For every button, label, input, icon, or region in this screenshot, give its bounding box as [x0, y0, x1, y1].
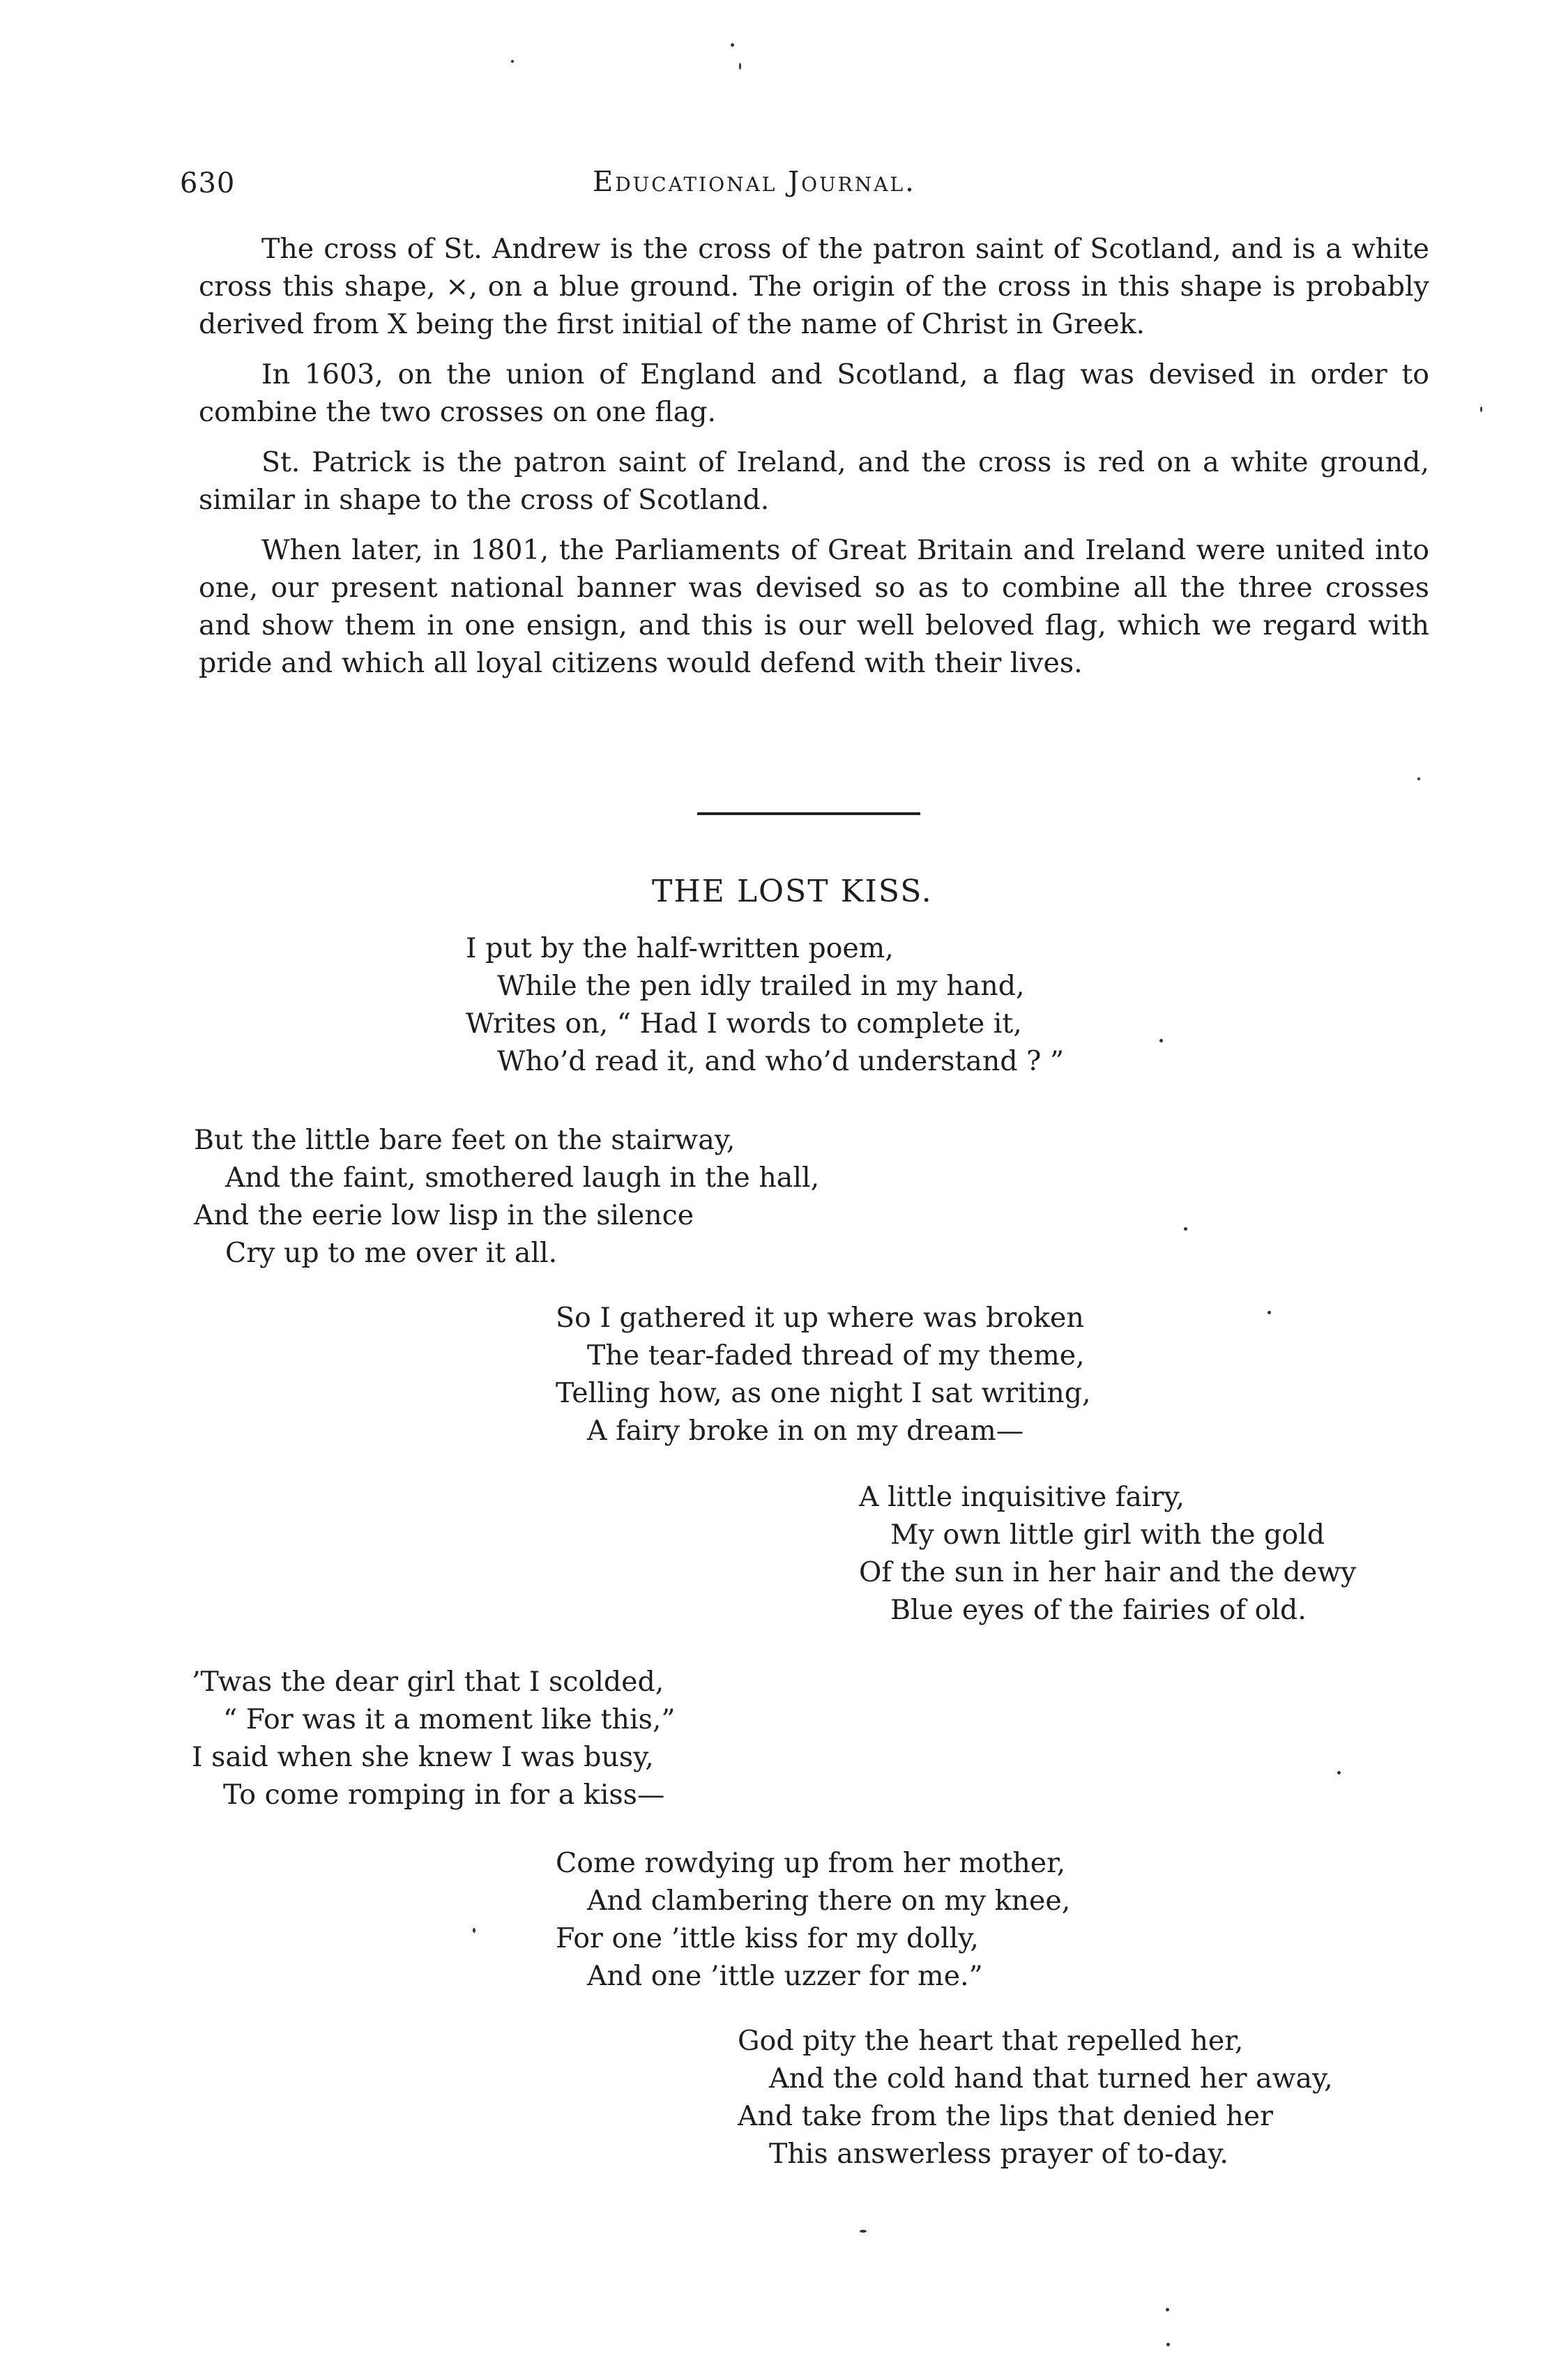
paragraph: When later, in 1801, the Parliaments of Great Britain and Ireland were united into one, our present national banner was devised so as to combine all the three crosses and show them in one ensign, and this is our well beloved flag, which we regard with pride and which all loyal citizens would defend with their lives. [199, 534, 1429, 679]
scan-speck [731, 43, 734, 47]
scan-speck [511, 60, 514, 63]
poem-line: “ For was it a moment like this,” [223, 1703, 676, 1735]
poem-line: God pity the heart that repelled her, [738, 2025, 1244, 2057]
scan-speck [1184, 1227, 1187, 1231]
poem-line: I said when she knew I was busy, [192, 1741, 654, 1773]
poem-line: Cry up to me over it all. [225, 1237, 558, 1269]
scan-speck [1159, 1039, 1163, 1042]
poem-line: Blue eyes of the fairies of old. [890, 1594, 1307, 1626]
page-number: 630 [180, 167, 236, 199]
poem-line: And the eerie low lisp in the silence [194, 1199, 694, 1231]
poem-line: A fairy broke in on my dream— [587, 1415, 1024, 1447]
poem-title: THE LOST KISS. [652, 874, 933, 909]
poem-stanza [192, 1663, 676, 1814]
scan-speck [1417, 777, 1420, 780]
scan-speck [1337, 1771, 1341, 1775]
scan-speck [860, 2230, 867, 2233]
poem-line: For one ’ittle kiss for my dolly, [556, 1922, 979, 1954]
poem-line: So I gathered it up where was broken [556, 1302, 1084, 1334]
running-head: Educational Journal. [593, 166, 916, 198]
poem-line: ’Twas the dear girl that I scolded, [192, 1666, 664, 1698]
paragraph: The cross of St. Andrew is the cross of the patron saint of Scotland, and is a white cross this shape, ×, on a blue ground. The origin of the cross in this shape is probably derived from X being the first initial of the name of Christ in Greek. [199, 233, 1429, 340]
poem-line: A little inquisitive fairy, [859, 1481, 1185, 1513]
poem-line: And clambering there on my knee, [587, 1885, 1071, 1917]
poem-stanza [556, 1844, 1070, 1995]
poem-line: My own little girl with the gold [890, 1519, 1325, 1551]
section-divider [697, 812, 920, 815]
poem-line: Telling how, as one night I sat writing, [556, 1377, 1091, 1409]
article-body [199, 230, 1429, 694]
poem-line: This answerless prayer of to-day. [769, 2138, 1228, 2170]
paragraph: In 1603, on the union of England and Scotland, a flag was devised in order to combine the two crosses on one flag. [199, 358, 1429, 428]
poem-stanza [859, 1478, 1356, 1629]
poem-stanza [738, 2022, 1333, 2173]
scan-speck [473, 1928, 475, 1933]
scan-speck [1480, 407, 1482, 412]
poem-line: And one ’ittle uzzer for me.” [587, 1960, 983, 1992]
poem-line: The tear-faded thread of my theme, [587, 1339, 1085, 1372]
poem-line: To come romping in for a kiss— [223, 1779, 665, 1811]
scan-speck [1166, 2308, 1169, 2311]
scan-speck [1166, 2343, 1170, 2346]
poem-line: And take from the lips that denied her [738, 2100, 1273, 2132]
poem-line: Writes on, “ Had I words to complete it, [466, 1008, 1022, 1040]
poem-stanza [194, 1121, 819, 1272]
scan-speck [1268, 1311, 1271, 1314]
poem-stanza [466, 929, 1064, 1080]
poem-stanza [556, 1299, 1091, 1450]
poem-line: And the cold hand that turned her away, [769, 2062, 1333, 2095]
poem-line: I put by the half-written poem, [466, 932, 894, 964]
poem-line: But the little bare feet on the stairway, [194, 1124, 736, 1156]
poem-line: While the pen idly trailed in my hand, [497, 970, 1025, 1002]
poem-line: And the faint, smothered laugh in the hall, [225, 1162, 820, 1194]
poem-line: Come rowdying up from her mother, [556, 1847, 1066, 1879]
poem-line: Of the sun in her hair and the dewy [859, 1556, 1357, 1588]
scan-speck [739, 63, 741, 70]
paragraph: St. Patrick is the patron saint of Ireland, and the cross is red on a white ground, similar in shape to the cross of Scotland. [199, 446, 1429, 516]
poem-line: Who’d read it, and who’d understand ? ” [497, 1045, 1065, 1077]
